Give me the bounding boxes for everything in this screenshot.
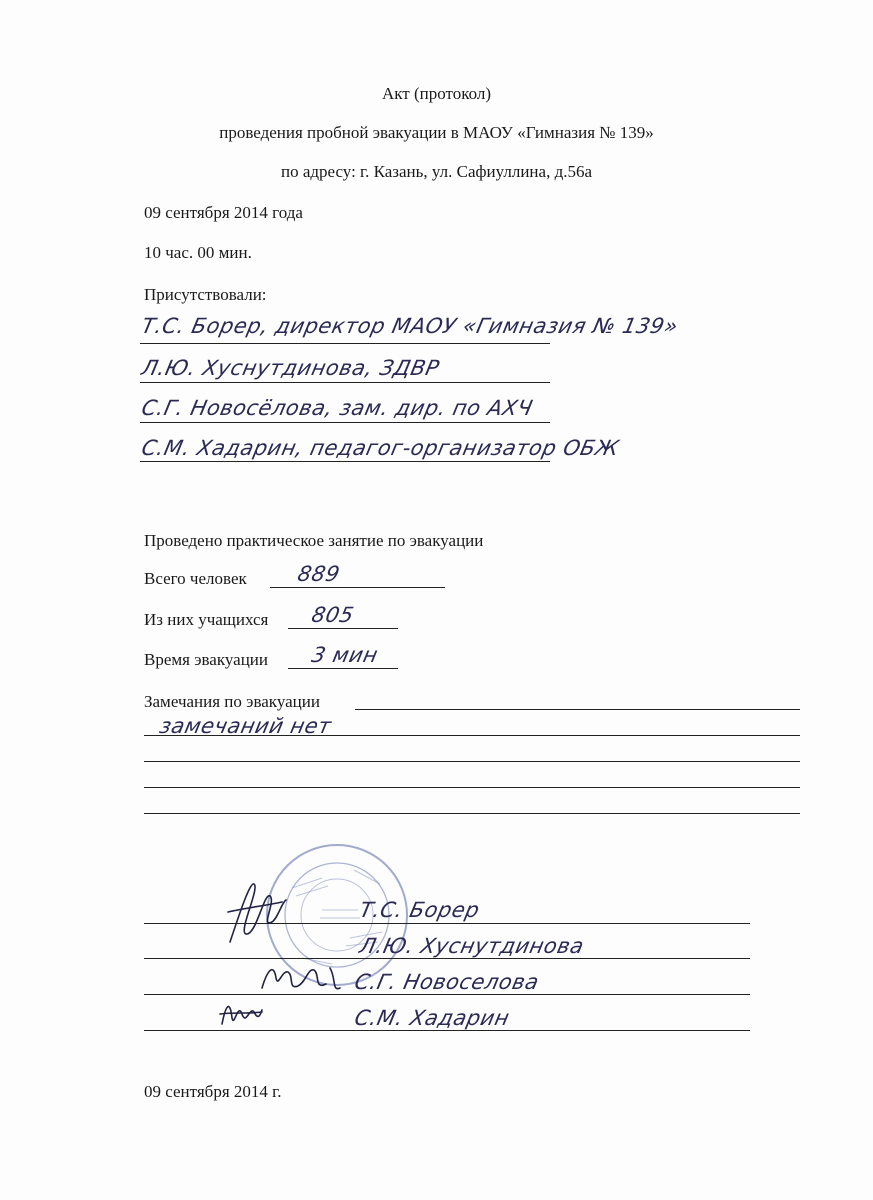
remarks-value: замечаний нет xyxy=(157,714,334,738)
students-line xyxy=(288,628,398,629)
signature-3 xyxy=(258,958,368,998)
attendee-4: С.М. Хадарин, педагог-организатор ОБЖ xyxy=(139,436,622,460)
signature-line xyxy=(144,958,750,959)
signature-1 xyxy=(220,872,290,952)
document-title: Акт (протокол) xyxy=(381,84,492,103)
students-value: 805 xyxy=(309,603,357,627)
remarks-line xyxy=(144,813,800,814)
signature-name-1: Т.С. Борер xyxy=(357,898,482,922)
attendee-line xyxy=(140,382,550,383)
signature-name-3: С.Г. Новоселова xyxy=(352,970,542,994)
attendee-line xyxy=(140,461,550,462)
evac-time-line xyxy=(288,668,398,669)
remarks-line xyxy=(355,709,800,710)
document-address: по адресу: г. Казань, ул. Сафиуллина, д.56а xyxy=(280,162,593,181)
attendees-label: Присутствовали: xyxy=(144,285,267,304)
attendee-2: Л.Ю. Хуснутдинова, ЗДВР xyxy=(139,356,442,380)
remarks-label: Замечания по эвакуации xyxy=(144,692,320,711)
remarks-line xyxy=(144,761,800,762)
attendee-line xyxy=(140,343,550,344)
total-value: 889 xyxy=(295,562,343,586)
evac-time-label: Время эвакуации xyxy=(144,650,268,669)
document-time: 10 час. 00 мин. xyxy=(144,243,252,262)
signature-4 xyxy=(216,994,266,1034)
total-label: Всего человек xyxy=(144,569,247,588)
footer-date: 09 сентября 2014 г. xyxy=(144,1082,282,1101)
evac-time-value: 3 мин xyxy=(309,643,381,667)
document-date: 09 сентября 2014 года xyxy=(144,203,303,222)
signature-name-2: Л.Ю. Хуснутдинова xyxy=(357,934,587,958)
remarks-line xyxy=(144,735,800,736)
total-line xyxy=(270,587,445,588)
signature-name-4: С.М. Хадарин xyxy=(352,1006,512,1030)
remarks-line xyxy=(144,787,800,788)
attendee-1: Т.С. Борер, директор МАОУ «Гимназия № 139» xyxy=(139,314,681,338)
drill-statement: Проведено практическое занятие по эвакуации xyxy=(144,531,484,550)
students-label: Из них учащихся xyxy=(144,610,269,629)
document-subtitle: проведения пробной эвакуации в МАОУ «Гимназия № 139» xyxy=(219,123,654,142)
attendee-3: С.Г. Новосёлова, зам. дир. по АХЧ xyxy=(139,396,536,420)
attendee-line xyxy=(140,422,550,423)
